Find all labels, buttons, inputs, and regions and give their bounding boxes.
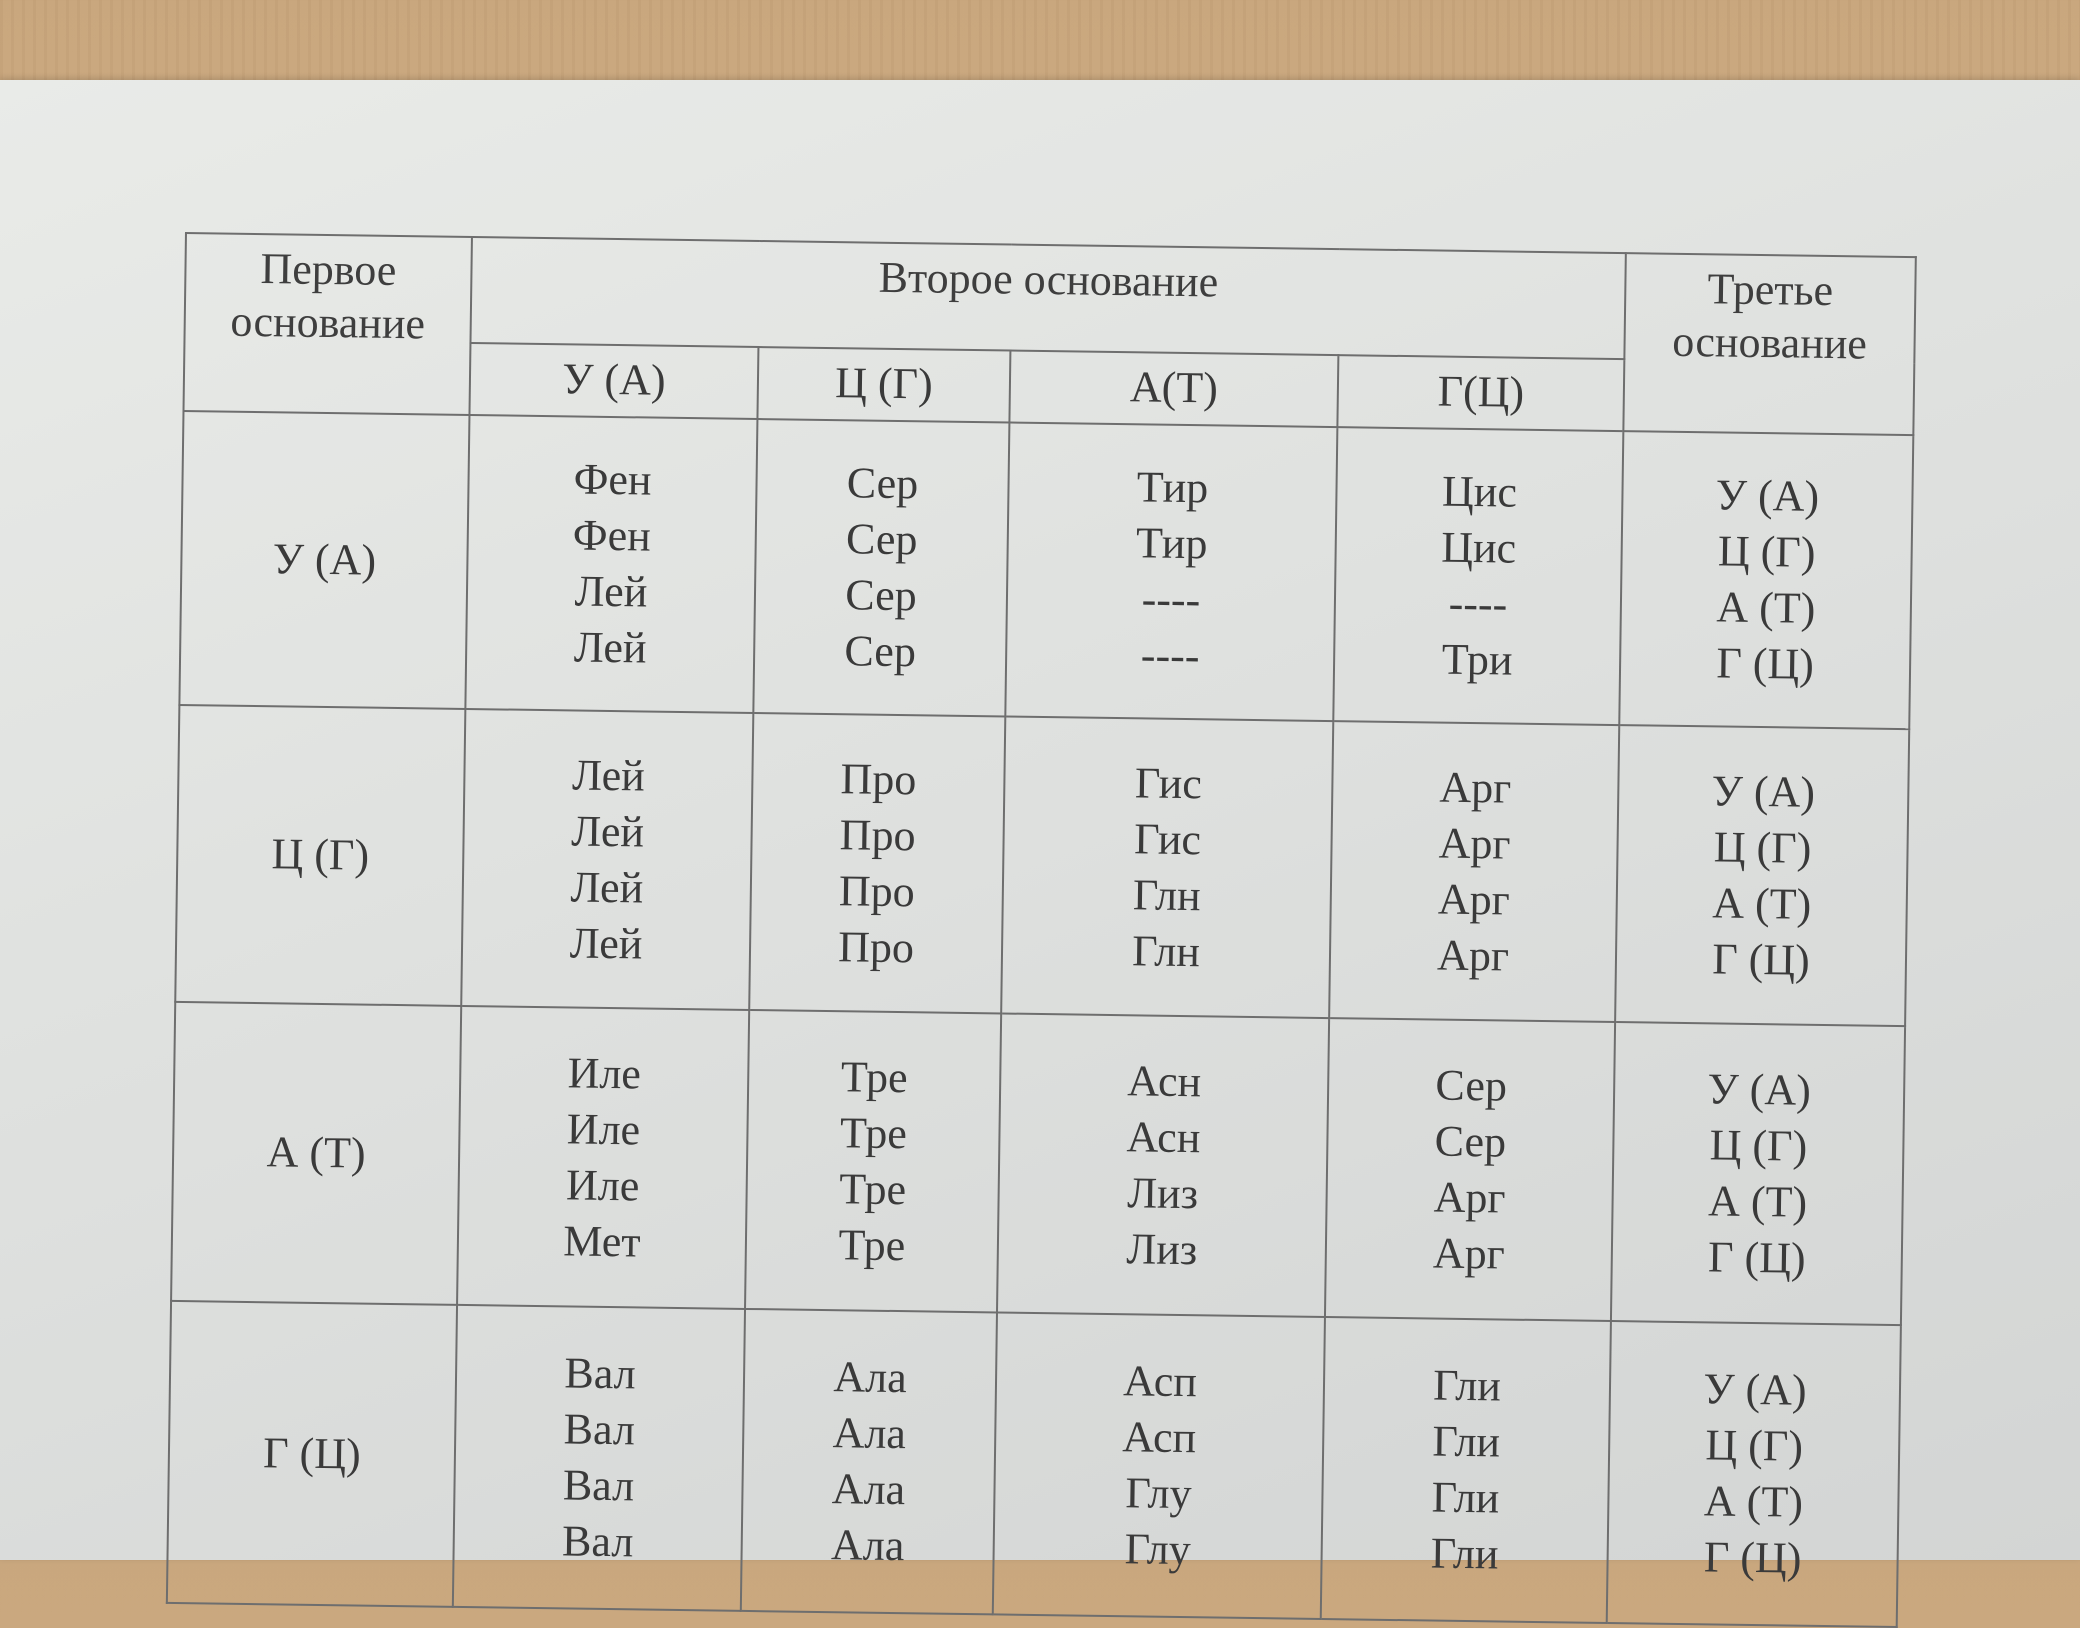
third-base-cell [1607, 1321, 1901, 1627]
third-base: А (Т) [1707, 1176, 1808, 1227]
amino-acid-cell [993, 1313, 1325, 1619]
amino-acid: Сер [844, 570, 918, 621]
amino-acid-cell [753, 419, 1009, 717]
first-base-cell: У (А) [179, 411, 469, 709]
amino-acid: Арг [1433, 1172, 1506, 1223]
amino-acid: Гис [1133, 813, 1202, 864]
amino-acid: Про [838, 865, 916, 916]
amino-acid: Тре [840, 1051, 908, 1102]
amino-acid-cell [1325, 1018, 1615, 1321]
third-base: Г (Ц) [1711, 934, 1811, 985]
amino-acid: Цис [1440, 522, 1517, 573]
amino-acid: Цис [1441, 466, 1518, 517]
amino-acid: Иле [566, 1104, 641, 1155]
amino-acid: Тир [1136, 462, 1209, 513]
amino-acid: Ала [833, 1352, 908, 1403]
third-base: А (Т) [1716, 582, 1816, 633]
codon-row-u [179, 411, 1913, 730]
stop-codon: ---- [1140, 630, 1200, 681]
amino-acid: Вал [563, 1404, 636, 1455]
amino-acid: Гли [1431, 1472, 1500, 1523]
amino-acid-cell [745, 1010, 1001, 1313]
third-base: А (Т) [1711, 878, 1812, 929]
amino-acid: Мет [562, 1216, 641, 1267]
third-base: Г (Ц) [1707, 1232, 1806, 1283]
amino-acid: Вал [562, 1460, 635, 1511]
first-base-cell: А (Т) [171, 1002, 461, 1305]
amino-acid: Гис [1134, 757, 1203, 808]
amino-acid: Лей [571, 806, 645, 857]
amino-acid: Гли [1430, 1528, 1499, 1579]
third-base-cell [1611, 1022, 1905, 1326]
amino-acid: Иле [565, 1160, 640, 1211]
amino-acid: Тре [838, 1219, 906, 1270]
third-base: Ц (Г) [1709, 1120, 1808, 1171]
third-base: У (А) [1715, 470, 1820, 521]
second-base-header: Второе основание [470, 237, 1625, 359]
amino-acid: Ала [832, 1408, 907, 1459]
third-base: Г (Ц) [1703, 1532, 1802, 1583]
codon-row-g [167, 1301, 1901, 1627]
amino-acid: Глу [1125, 1468, 1192, 1519]
amino-acid-cell [1321, 1317, 1611, 1623]
amino-acid: Арг [1438, 818, 1511, 869]
amino-acid-cell [457, 1006, 749, 1310]
amino-acid: Тир [1135, 518, 1208, 569]
stop-codon: ---- [1141, 574, 1201, 625]
amino-acid: Иле [567, 1048, 642, 1099]
third-base: Ц (Г) [1717, 526, 1816, 577]
first-base-cell: Ц (Г) [175, 705, 465, 1005]
desk-surface [0, 0, 2080, 90]
amino-acid: Лей [574, 566, 648, 617]
amino-acid: Ала [830, 1520, 905, 1571]
third-base-cell [1615, 725, 1909, 1026]
second-base-col-c: Ц (Г) [757, 347, 1010, 423]
amino-acid: Глн [1131, 925, 1201, 976]
codon-row-a [171, 1002, 1905, 1326]
amino-acid-cell [1333, 427, 1623, 725]
second-base-col-g: Г(Ц) [1337, 355, 1624, 431]
amino-acid: Сер [844, 626, 917, 677]
amino-acid: Глн [1132, 869, 1201, 920]
amino-acid-cell [741, 1309, 997, 1614]
amino-acid-cell [1005, 422, 1337, 721]
amino-acid: Гли [1432, 1360, 1502, 1411]
codon-table-wrapper [166, 232, 1915, 1628]
amino-acid: Сер [845, 514, 918, 565]
third-base: Ц (Г) [1705, 1420, 1804, 1471]
amino-acid: Фен [572, 510, 652, 561]
amino-acid: Арг [1432, 1228, 1506, 1279]
amino-acid: Про [839, 809, 916, 860]
third-base: Ц (Г) [1713, 822, 1812, 873]
amino-acid: Глу [1124, 1524, 1192, 1575]
second-base-col-a: А(Т) [1009, 350, 1338, 427]
paper-sheet [0, 80, 2080, 1583]
amino-acid: Ала [831, 1464, 906, 1515]
third-base-cell [1619, 431, 1913, 730]
first-base-header: Первое основание [184, 233, 472, 415]
third-base: У (А) [1711, 766, 1816, 817]
third-base-header: Третье основание [1623, 253, 1915, 435]
amino-acid-cell [465, 415, 757, 713]
amino-acid: Три [1441, 634, 1513, 685]
amino-acid: Асп [1122, 1356, 1198, 1407]
amino-acid: Лей [570, 862, 644, 913]
third-base: У (А) [1707, 1063, 1812, 1115]
first-base-cell: Г (Ц) [167, 1301, 457, 1607]
amino-acid: Вал [561, 1516, 634, 1567]
amino-acid: Асн [1127, 1055, 1202, 1106]
amino-acid-cell [749, 713, 1005, 1013]
amino-acid: Сер [1434, 1116, 1507, 1167]
amino-acid: Лей [569, 918, 643, 969]
amino-acid: Тре [838, 1163, 907, 1214]
amino-acid: Сер [846, 458, 919, 509]
amino-acid: Гли [1432, 1416, 1501, 1467]
third-base: Г (Ц) [1716, 638, 1815, 689]
amino-acid: Асн [1126, 1111, 1201, 1162]
amino-acid: Асп [1122, 1412, 1197, 1463]
third-base: У (А) [1703, 1364, 1807, 1415]
amino-acid: Лиз [1126, 1167, 1199, 1218]
amino-acid-cell [461, 709, 753, 1009]
amino-acid: Тре [839, 1107, 908, 1158]
amino-acid: Арг [1437, 874, 1511, 925]
amino-acid: Лей [573, 622, 647, 673]
amino-acid: Вал [564, 1348, 637, 1399]
second-base-col-u: У (А) [469, 343, 758, 419]
stop-codon: ---- [1448, 578, 1508, 629]
amino-acid-cell [1329, 721, 1619, 1021]
amino-acid: Арг [1439, 762, 1512, 813]
header-row-1 [185, 233, 1916, 363]
amino-acid: Лиз [1126, 1223, 1198, 1274]
amino-acid: Арг [1436, 930, 1510, 981]
genetic-code-table [166, 232, 1917, 1628]
amino-acid: Про [840, 753, 917, 804]
amino-acid-cell [453, 1305, 745, 1611]
codon-row-c [175, 705, 1909, 1026]
amino-acid-cell [997, 1013, 1329, 1317]
third-base: А (Т) [1703, 1476, 1804, 1527]
amino-acid-cell [1001, 717, 1333, 1018]
amino-acid: Фен [573, 454, 652, 505]
amino-acid: Сер [1435, 1060, 1508, 1111]
amino-acid: Про [837, 921, 915, 972]
amino-acid: Лей [571, 750, 646, 801]
